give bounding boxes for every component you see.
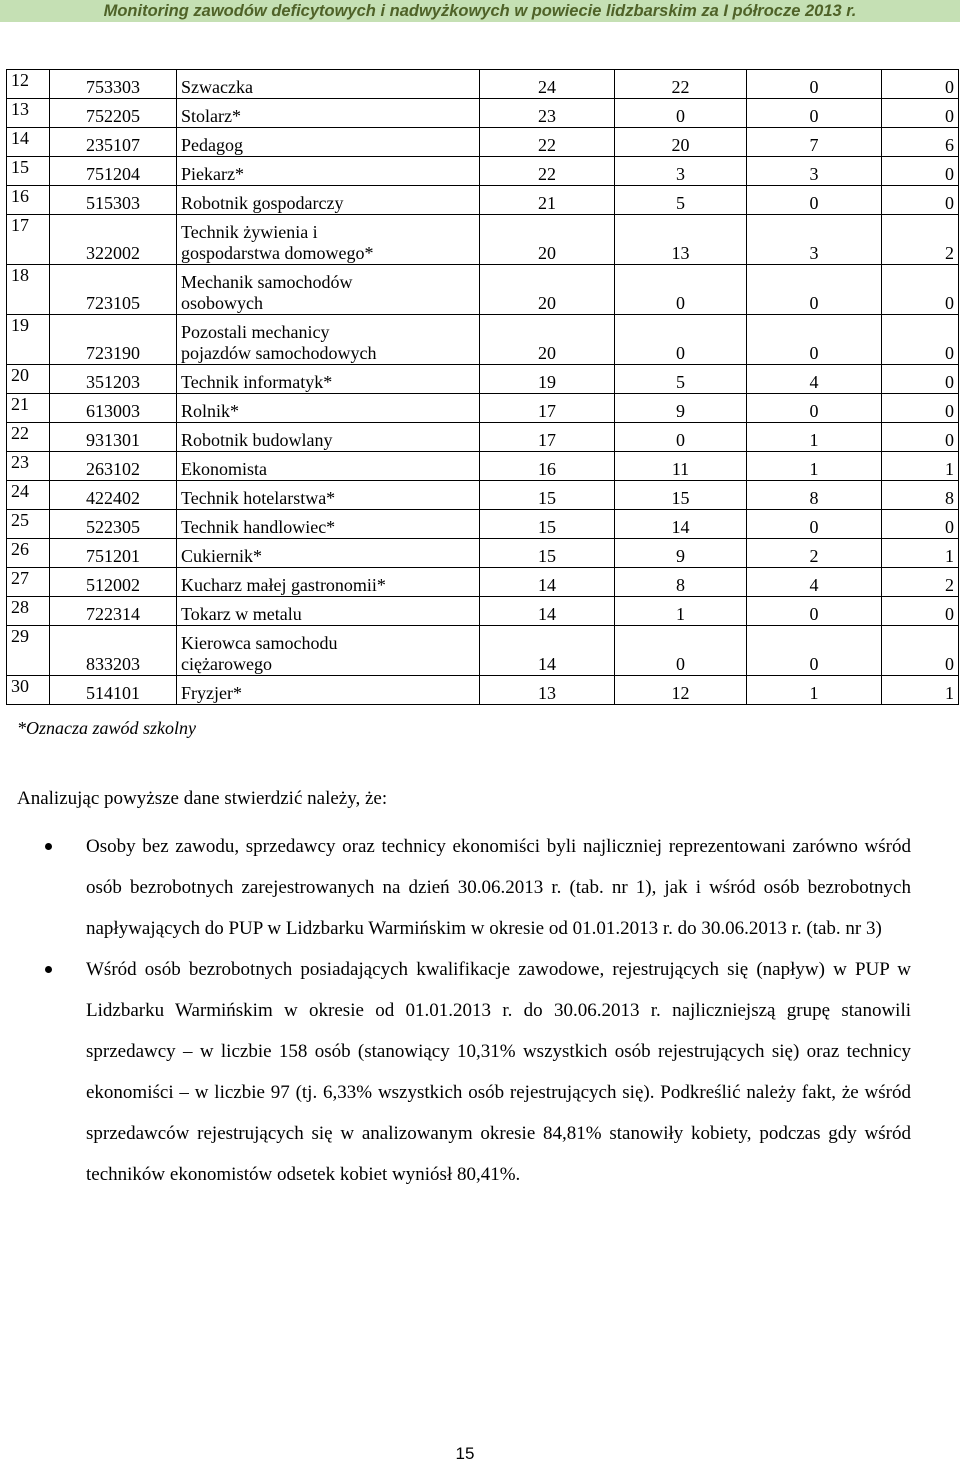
table-row bbox=[7, 365, 959, 394]
value-cell: 3 bbox=[615, 157, 747, 186]
table-row bbox=[7, 215, 959, 265]
occupation-name-cell: Stolarz* bbox=[177, 99, 480, 128]
table-row bbox=[7, 539, 959, 568]
value-cell: 11 bbox=[615, 452, 747, 481]
occupation-name-cell: Technik handlowiec* bbox=[177, 510, 480, 539]
table-row bbox=[7, 510, 959, 539]
value-cell: 17 bbox=[480, 394, 615, 423]
occupation-name-line: Technik żywienia i bbox=[181, 222, 318, 242]
occupation-name-cell bbox=[177, 315, 480, 365]
bullet-icon bbox=[45, 843, 52, 850]
value-cell: 20 bbox=[480, 315, 615, 365]
value-cell: 24 bbox=[480, 70, 615, 99]
occupation-name-line: gospodarstwa domowego* bbox=[181, 243, 374, 263]
occupation-name-cell: Robotnik budowlany bbox=[177, 423, 480, 452]
table-row bbox=[7, 265, 959, 315]
value-cell: 0 bbox=[615, 315, 747, 365]
occupations-table bbox=[6, 69, 959, 705]
row-number-cell: 26 bbox=[7, 539, 50, 568]
value-cell: 6 bbox=[882, 128, 959, 157]
value-cell: 22 bbox=[480, 128, 615, 157]
occupation-name-cell: Cukiernik* bbox=[177, 539, 480, 568]
occupation-code-cell: 263102 bbox=[50, 452, 177, 481]
occupation-code-cell: 514101 bbox=[50, 676, 177, 705]
value-cell: 15 bbox=[480, 539, 615, 568]
value-cell: 0 bbox=[615, 99, 747, 128]
value-cell: 19 bbox=[480, 365, 615, 394]
value-cell: 5 bbox=[615, 186, 747, 215]
value-cell: 23 bbox=[480, 99, 615, 128]
header-title: Monitoring zawodów deficytowych i nadwyżkowych w powiecie lidzbarskim za I półrocze 2013 r. bbox=[103, 2, 857, 20]
table-body bbox=[7, 70, 959, 705]
page-number: 15 bbox=[455, 1444, 475, 1463]
table-row bbox=[7, 481, 959, 510]
value-cell: 0 bbox=[747, 186, 882, 215]
value-cell: 1 bbox=[882, 676, 959, 705]
value-cell: 14 bbox=[480, 568, 615, 597]
value-cell: 17 bbox=[480, 423, 615, 452]
occupation-name-cell: Fryzjer* bbox=[177, 676, 480, 705]
value-cell: 0 bbox=[882, 186, 959, 215]
occupation-code-cell: 723105 bbox=[50, 265, 177, 315]
running-header bbox=[0, 0, 960, 22]
finding-text: Wśród osób bezrobotnych posiadających kwalifikacje zawodowe, rejestrujących się (napływ) w PUP w Lidzbarku Warmińskim w okresie od 01.01.2013 r. do 30.06.2013 r. najliczniejszą grupę stanowili sprzedawcy – w liczbie 158 osób (stanowiący 10,31% wszystkich osób rejestrujących się) oraz technicy ekonomiści – w liczbie 97 (tj. 6,33% wszystkich osób rejestrujących się). Podkreślić należy fakt, że wśród sprzedawców rejestrujących się w analizowanym okresie 84,81% stanowiły kobiety, podczas gdy wśród techników ekonomistów odsetek kobiet wyniósł 80,41%. bbox=[86, 959, 911, 1185]
value-cell: 0 bbox=[615, 626, 747, 676]
occupation-name-line: Mechanik samochodów bbox=[181, 272, 353, 292]
value-cell: 0 bbox=[882, 510, 959, 539]
value-cell: 15 bbox=[480, 481, 615, 510]
value-cell: 3 bbox=[747, 157, 882, 186]
value-cell: 13 bbox=[615, 215, 747, 265]
table-row bbox=[7, 626, 959, 676]
value-cell: 0 bbox=[882, 597, 959, 626]
value-cell: 0 bbox=[882, 315, 959, 365]
row-number-cell: 29 bbox=[7, 626, 50, 676]
occupation-name-cell: Technik hotelarstwa* bbox=[177, 481, 480, 510]
value-cell: 0 bbox=[747, 70, 882, 99]
value-cell: 14 bbox=[480, 597, 615, 626]
row-number-cell: 25 bbox=[7, 510, 50, 539]
row-number-cell: 22 bbox=[7, 423, 50, 452]
value-cell: 1 bbox=[882, 452, 959, 481]
row-number-cell: 13 bbox=[7, 99, 50, 128]
occupation-code-cell: 351203 bbox=[50, 365, 177, 394]
occupation-code-cell: 722314 bbox=[50, 597, 177, 626]
occupation-code-cell: 422402 bbox=[50, 481, 177, 510]
value-cell: 2 bbox=[882, 568, 959, 597]
occupation-name-cell bbox=[177, 265, 480, 315]
occupation-code-cell: 322002 bbox=[50, 215, 177, 265]
row-number-cell: 28 bbox=[7, 597, 50, 626]
table-row bbox=[7, 452, 959, 481]
value-cell: 0 bbox=[747, 626, 882, 676]
value-cell: 1 bbox=[747, 676, 882, 705]
occupation-code-cell: 751204 bbox=[50, 157, 177, 186]
value-cell: 0 bbox=[747, 99, 882, 128]
value-cell: 0 bbox=[747, 394, 882, 423]
table-row bbox=[7, 128, 959, 157]
occupation-name-cell: Pedagog bbox=[177, 128, 480, 157]
row-number-cell: 30 bbox=[7, 676, 50, 705]
occupation-code-cell: 931301 bbox=[50, 423, 177, 452]
value-cell: 22 bbox=[480, 157, 615, 186]
row-number-cell: 12 bbox=[7, 70, 50, 99]
value-cell: 0 bbox=[882, 157, 959, 186]
value-cell: 8 bbox=[747, 481, 882, 510]
row-number-cell: 15 bbox=[7, 157, 50, 186]
row-number-cell: 21 bbox=[7, 394, 50, 423]
occupation-name-cell bbox=[177, 626, 480, 676]
row-number-cell: 23 bbox=[7, 452, 50, 481]
value-cell: 0 bbox=[882, 70, 959, 99]
value-cell: 8 bbox=[882, 481, 959, 510]
value-cell: 9 bbox=[615, 539, 747, 568]
occupation-name-line: Kierowca samochodu bbox=[181, 633, 338, 653]
value-cell: 14 bbox=[615, 510, 747, 539]
value-cell: 21 bbox=[480, 186, 615, 215]
value-cell: 0 bbox=[882, 423, 959, 452]
occupation-name-cell: Rolnik* bbox=[177, 394, 480, 423]
value-cell: 14 bbox=[480, 626, 615, 676]
value-cell: 8 bbox=[615, 568, 747, 597]
value-cell: 7 bbox=[747, 128, 882, 157]
occupation-code-cell: 522305 bbox=[50, 510, 177, 539]
row-number-cell: 27 bbox=[7, 568, 50, 597]
value-cell: 15 bbox=[480, 510, 615, 539]
row-number-cell: 17 bbox=[7, 215, 50, 265]
value-cell: 0 bbox=[882, 265, 959, 315]
analysis-lead: Analizując powyższe dane stwierdzić należy, że: bbox=[17, 788, 388, 809]
value-cell: 0 bbox=[747, 510, 882, 539]
finding-item bbox=[45, 826, 911, 949]
occupation-code-cell: 235107 bbox=[50, 128, 177, 157]
row-number-cell: 19 bbox=[7, 315, 50, 365]
bullet-icon bbox=[45, 966, 52, 973]
table-row bbox=[7, 676, 959, 705]
table-row bbox=[7, 597, 959, 626]
value-cell: 5 bbox=[615, 365, 747, 394]
finding-text: Osoby bez zawodu, sprzedawcy oraz technicy ekonomiści byli najliczniej reprezentowani zarówno wśród osób bezrobotnych zarejestrowanych na dzień 30.06.2013 r. (tab. nr 1), jak i wśród osób bezrobotnych napływających do PUP w Lidzbarku Warmińskim w okresie od 01.01.2013 r. do 30.06.2013 r. (tab. nr 3) bbox=[86, 836, 911, 939]
occupation-name-cell: Kucharz małej gastronomii* bbox=[177, 568, 480, 597]
value-cell: 20 bbox=[480, 215, 615, 265]
value-cell: 16 bbox=[480, 452, 615, 481]
value-cell: 0 bbox=[747, 265, 882, 315]
occupation-code-cell: 723190 bbox=[50, 315, 177, 365]
value-cell: 15 bbox=[615, 481, 747, 510]
table-row bbox=[7, 186, 959, 215]
value-cell: 0 bbox=[882, 99, 959, 128]
value-cell: 0 bbox=[615, 423, 747, 452]
finding-item bbox=[45, 949, 911, 1195]
value-cell: 0 bbox=[882, 626, 959, 676]
findings-list bbox=[45, 826, 911, 1195]
table-row bbox=[7, 568, 959, 597]
row-number-cell: 18 bbox=[7, 265, 50, 315]
table-row bbox=[7, 315, 959, 365]
occupation-code-cell: 512002 bbox=[50, 568, 177, 597]
value-cell: 20 bbox=[615, 128, 747, 157]
table-row bbox=[7, 99, 959, 128]
value-cell: 13 bbox=[480, 676, 615, 705]
occupation-name-line: ciężarowego bbox=[181, 654, 272, 674]
value-cell: 0 bbox=[615, 265, 747, 315]
table-row bbox=[7, 70, 959, 99]
table-row bbox=[7, 423, 959, 452]
value-cell: 20 bbox=[480, 265, 615, 315]
value-cell: 1 bbox=[615, 597, 747, 626]
occupation-name-cell bbox=[177, 215, 480, 265]
occupation-name-line: Pozostali mechanicy bbox=[181, 322, 330, 342]
value-cell: 0 bbox=[882, 394, 959, 423]
value-cell: 1 bbox=[747, 423, 882, 452]
occupation-name-cell: Szwaczka bbox=[177, 70, 480, 99]
occupation-name-cell: Robotnik gospodarczy bbox=[177, 186, 480, 215]
occupation-code-cell: 752205 bbox=[50, 99, 177, 128]
occupation-code-cell: 613003 bbox=[50, 394, 177, 423]
value-cell: 4 bbox=[747, 365, 882, 394]
value-cell: 9 bbox=[615, 394, 747, 423]
occupation-name-cell: Tokarz w metalu bbox=[177, 597, 480, 626]
occupation-name-cell: Technik informatyk* bbox=[177, 365, 480, 394]
row-number-cell: 24 bbox=[7, 481, 50, 510]
table-row bbox=[7, 394, 959, 423]
value-cell: 1 bbox=[747, 452, 882, 481]
row-number-cell: 14 bbox=[7, 128, 50, 157]
row-number-cell: 20 bbox=[7, 365, 50, 394]
occupation-code-cell: 753303 bbox=[50, 70, 177, 99]
value-cell: 2 bbox=[882, 215, 959, 265]
occupation-code-cell: 751201 bbox=[50, 539, 177, 568]
value-cell: 4 bbox=[747, 568, 882, 597]
occupation-code-cell: 515303 bbox=[50, 186, 177, 215]
table-footnote: *Oznacza zawód szkolny bbox=[17, 718, 196, 738]
value-cell: 0 bbox=[747, 315, 882, 365]
occupation-name-cell: Ekonomista bbox=[177, 452, 480, 481]
value-cell: 3 bbox=[747, 215, 882, 265]
value-cell: 0 bbox=[747, 597, 882, 626]
value-cell: 2 bbox=[747, 539, 882, 568]
occupation-code-cell: 833203 bbox=[50, 626, 177, 676]
value-cell: 12 bbox=[615, 676, 747, 705]
occupation-name-line: pojazdów samochodowych bbox=[181, 343, 377, 363]
occupation-name-line: osobowych bbox=[181, 293, 263, 313]
value-cell: 22 bbox=[615, 70, 747, 99]
value-cell: 1 bbox=[882, 539, 959, 568]
occupation-name-cell: Piekarz* bbox=[177, 157, 480, 186]
value-cell: 0 bbox=[882, 365, 959, 394]
table-row bbox=[7, 157, 959, 186]
row-number-cell: 16 bbox=[7, 186, 50, 215]
